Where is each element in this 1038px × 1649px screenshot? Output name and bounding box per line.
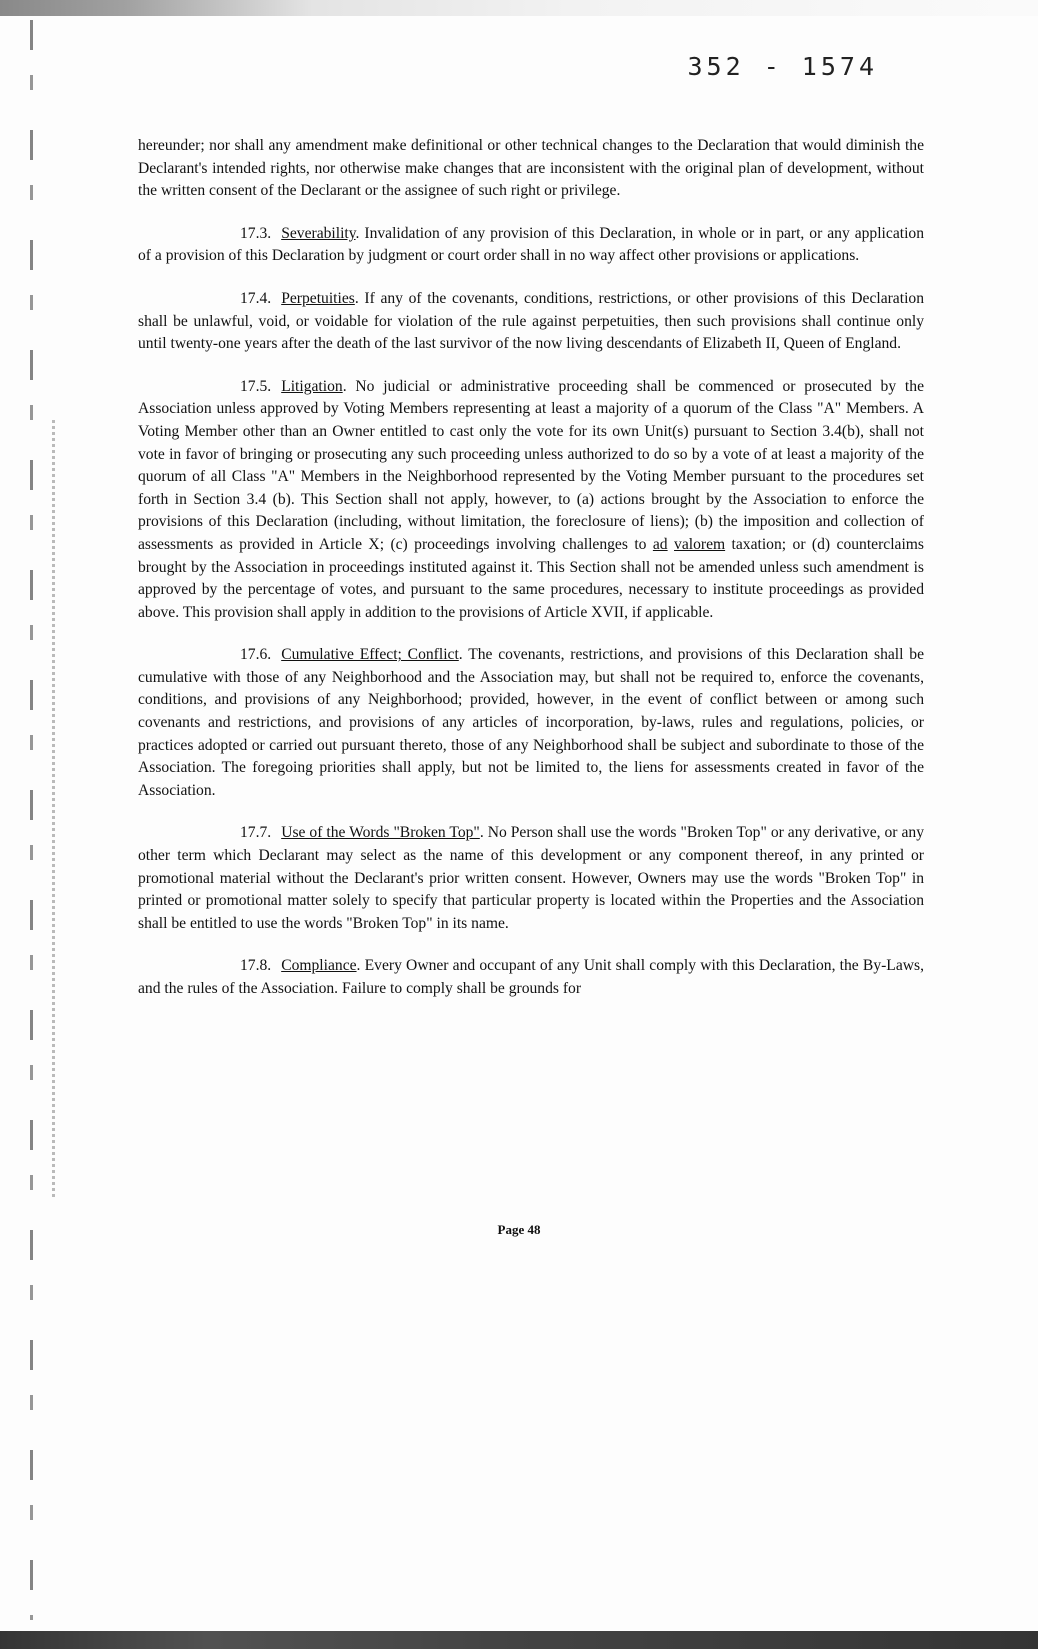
paragraph-text: hereunder; nor shall any amendment make definitional or other technical changes to the Declaration that would diminish the Declarant's intended rights, nor otherwise make changes that are inconsistent with the original plan of development, without the written consent of the Declarant or the assignee of such right or privilege. [138,137,924,200]
section-text: . No Person shall use the words "Broken Top" or any derivative, or any other term which Declarant may select as the name of this development or any component thereof, in any printed or promotional material without the Declarant's prior written consent. However, Owners may use the words "Broken Top" in printed or promotional matter solely to specify that particular property is located within the Properties and the Association shall be entitled to use the words "Broken Top" in its name. [138,824,924,932]
section-heading: Use of the Words "Broken Top" [281,824,480,842]
section-heading: Compliance [281,957,357,975]
latin-term: valorem [674,535,726,553]
section-17-6 [138,644,924,802]
section-17-7 [138,822,924,935]
section-17-8 [138,955,924,1000]
section-text: . If any of the covenants, conditions, restrictions, or other provisions of this Declaration shall be unlawful, void, or voidable for violation of the rule against perpetuities, then such provisions shall continue only until twenty-one years after the death of the last survivor of the now living descendants of Elizabeth II, Queen of England. [138,289,924,353]
scan-edge-left [30,20,33,1620]
section-number: 17.4. [240,289,272,307]
section-number: 17.7. [240,824,272,842]
page-number: Page 48 [497,1222,541,1237]
section-heading: Severability [281,224,356,242]
section-text: . Invalidation of any provision of this Declaration, in whole or in part, or any application of a provision of this Declaration by judgment or court order shall in no way affect other provisions or applications. [138,224,924,265]
section-number: 17.5. [240,377,272,395]
section-heading: Perpetuities [281,289,355,307]
section-17-3 [138,223,924,268]
section-17-5 [138,376,924,625]
section-number: 17.6. [240,646,272,664]
section-heading: Cumulative Effect; Conflict [281,646,459,664]
scan-edge-top [0,0,1038,16]
book-page-stamp: 352 - 1574 [687,52,878,81]
section-number: 17.8. [240,957,272,975]
scan-edge-bottom [0,1631,1038,1649]
section-text: . No judicial or administrative proceeding shall be commenced or prosecuted by the Association unless approved by Voting Members representing at least a majority of a quorum of the Class "A" Members. A Voting Member other than an Owner entitled to cast only the vote for its own Unit(s) pursuant to Section 3.4(b), shall not vote in favor of bringing or prosecuting any such proceeding unless authorized to do so by a vote of at least a majority of the quorum of all Class "A" Members in the Neighborhood represented by the Voting Member pursuant to the procedures set forth in Section 3.4 (b). This Section shall not apply, however, to (a) actions brought by the Association to enforce the provisions of this Declaration (including, without limitation, the foreclosure of liens); (b) the imposition and collection of assessments as provided in Article X; (c) proceedings involving challenges to [138,377,924,553]
section-text: . Every Owner and occupant of any Unit shall comply with this Declaration, the By-Laws, and the rules of the Association. Failure to comply shall be grounds for [138,957,924,997]
paragraph-continuation [138,135,924,203]
section-number: 17.3. [240,224,272,242]
latin-term: ad [652,535,668,553]
section-17-4 [138,288,924,356]
section-text: . The covenants, restrictions, and provisions of this Declaration shall be cumulative with those of any Neighborhood and the Association may, but shall not be required to, enforce the covenants, conditions, and provisions of any Neighborhood; provided, however, in the event of conflict between or among such covenants and restrictions, and provisions of any articles of incorporation, by-laws, rules and regulations, policies, or practices adopted or carried out pursuant thereto, those of any Neighborhood shall be subject and subordinate to those of the Association. The foregoing priorities shall apply, but not be limited to, the liens for assessments created in favor of the Association. [138,646,924,799]
scan-binding-marks [52,420,55,1200]
section-heading: Litigation [281,377,343,395]
document-body [138,135,924,1021]
section-text: taxation; or (d) counterclaims brought by the Association in proceedings instituted against it. This Section shall not be amended unless such amendment is approved by the percentage of votes, and pursuant to the same procedures, necessary to institute proceedings as provided above. This provision shall apply in addition to the provisions of Article XVII, if applicable. [138,535,924,621]
